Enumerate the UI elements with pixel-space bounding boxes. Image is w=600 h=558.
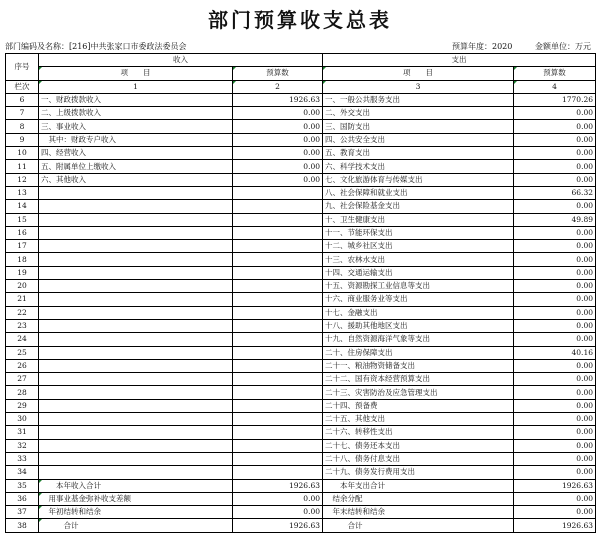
income-value-cell xyxy=(233,439,323,452)
income-item-cell: 六、其他收入 xyxy=(39,173,233,186)
seq-cell: 35 xyxy=(6,479,39,492)
table-row xyxy=(6,386,596,399)
table-row xyxy=(6,452,596,465)
expense-value-cell: 0.00 xyxy=(514,439,596,452)
income-value-cell: 0.00 xyxy=(233,160,323,173)
income-value-cell xyxy=(233,226,323,239)
seq-cell: 38 xyxy=(6,519,39,532)
expense-value-cell: 0.00 xyxy=(514,147,596,160)
income-item-cell xyxy=(39,293,233,306)
income-item-cell xyxy=(39,226,233,239)
seq-cell: 22 xyxy=(6,306,39,319)
expense-value-cell: 0.00 xyxy=(514,373,596,386)
expense-item-cell: 六、科学技术支出 xyxy=(323,160,514,173)
table-row xyxy=(6,306,596,319)
expense-item-cell: 三、国防支出 xyxy=(323,120,514,133)
budget-year-label: 预算年度：2020 xyxy=(452,42,513,51)
income-item-cell xyxy=(39,186,233,199)
income-item-cell xyxy=(39,200,233,213)
income-value-cell xyxy=(233,213,323,226)
seq-cell: 21 xyxy=(6,293,39,306)
seq-cell: 37 xyxy=(6,506,39,519)
income-value-cell xyxy=(233,333,323,346)
expense-item-cell: 本年支出合计 xyxy=(323,479,514,492)
expense-item-cell: 二十六、转移性支出 xyxy=(323,426,514,439)
income-item-cell xyxy=(39,386,233,399)
expense-value-cell: 0.00 xyxy=(514,492,596,505)
expense-value-cell: 66.32 xyxy=(514,186,596,199)
seq-cell: 10 xyxy=(6,147,39,160)
expense-value-cell: 0.00 xyxy=(514,173,596,186)
income-item-cell xyxy=(39,439,233,452)
income-value-cell: 0.00 xyxy=(233,107,323,120)
income-value-cell: 0.00 xyxy=(233,492,323,505)
department-label: 部门编码及名称：[216]中共张家口市委政法委员会 xyxy=(5,42,187,51)
expense-item-cell: 一、一般公共服务支出 xyxy=(323,93,514,106)
table-row xyxy=(6,120,596,133)
income-item-cell xyxy=(39,333,233,346)
seq-cell: 18 xyxy=(6,253,39,266)
expense-value-cell: 0.00 xyxy=(514,253,596,266)
expense-item-cell: 十一、节能环保支出 xyxy=(323,226,514,239)
income-value-cell xyxy=(233,280,323,293)
table-row xyxy=(6,479,596,492)
col-number: 2 xyxy=(233,80,323,93)
expense-item-cell: 二十一、粮油物资储备支出 xyxy=(323,359,514,372)
seq-cell: 27 xyxy=(6,373,39,386)
table-row xyxy=(6,266,596,279)
income-value-cell xyxy=(233,200,323,213)
income-header: 收入 xyxy=(39,54,323,67)
expense-item-cell: 十三、农林水支出 xyxy=(323,253,514,266)
expense-item-cell: 二十九、债务发行费用支出 xyxy=(323,466,514,479)
seq-cell: 8 xyxy=(6,120,39,133)
expense-value-cell: 0.00 xyxy=(514,293,596,306)
seq-cell: 23 xyxy=(6,319,39,332)
table-row xyxy=(6,359,596,372)
table-row xyxy=(6,399,596,412)
table-row xyxy=(6,426,596,439)
table-row xyxy=(6,346,596,359)
income-item-cell: 合计 xyxy=(39,519,233,532)
expense-item-cell: 十六、商业服务业等支出 xyxy=(323,293,514,306)
income-value-cell: 0.00 xyxy=(233,120,323,133)
table-row xyxy=(6,466,596,479)
income-item-cell xyxy=(39,452,233,465)
expense-value-cell: 0.00 xyxy=(514,160,596,173)
table-row xyxy=(6,213,596,226)
table-row xyxy=(6,133,596,146)
income-item-cell: 四、经营收入 xyxy=(39,147,233,160)
expense-value-cell: 0.00 xyxy=(514,452,596,465)
budget-summary-table xyxy=(5,53,596,533)
expense-value-cell: 0.00 xyxy=(514,386,596,399)
income-item-cell xyxy=(39,399,233,412)
col-number: 1 xyxy=(39,80,233,93)
amount-unit-label: 金额单位：万元 xyxy=(535,42,591,51)
seq-cell: 7 xyxy=(6,107,39,120)
expense-item-cell: 十五、资源勘探工业信息等支出 xyxy=(323,280,514,293)
income-value-cell xyxy=(233,346,323,359)
seq-cell: 32 xyxy=(6,439,39,452)
table-row xyxy=(6,293,596,306)
expense-item-cell: 年末结转和结余 xyxy=(323,506,514,519)
income-value-cell xyxy=(233,306,323,319)
table-row xyxy=(6,107,596,120)
seq-cell: 24 xyxy=(6,333,39,346)
income-value-cell xyxy=(233,240,323,253)
table-row xyxy=(6,413,596,426)
income-value-cell xyxy=(233,266,323,279)
expense-value-cell: 0.00 xyxy=(514,319,596,332)
col-number: 4 xyxy=(514,80,596,93)
income-value-cell xyxy=(233,466,323,479)
income-item-cell xyxy=(39,426,233,439)
expense-item-cell: 结余分配 xyxy=(323,492,514,505)
seq-cell: 13 xyxy=(6,186,39,199)
expense-value-cell: 1926.63 xyxy=(514,519,596,532)
expense-value-cell: 0.00 xyxy=(514,120,596,133)
income-item-cell xyxy=(39,373,233,386)
expense-value-cell: 0.00 xyxy=(514,266,596,279)
seq-cell: 15 xyxy=(6,213,39,226)
expense-item-cell: 五、教育支出 xyxy=(323,147,514,160)
table-row xyxy=(6,253,596,266)
seq-cell: 9 xyxy=(6,133,39,146)
income-item-cell xyxy=(39,413,233,426)
expense-value-cell: 0.00 xyxy=(514,413,596,426)
seq-cell: 16 xyxy=(6,226,39,239)
expense-value-cell: 0.00 xyxy=(514,226,596,239)
seq-cell: 33 xyxy=(6,452,39,465)
seq-cell: 36 xyxy=(6,492,39,505)
expense-item-cell: 十七、金融支出 xyxy=(323,306,514,319)
income-value-cell xyxy=(233,186,323,199)
table-row xyxy=(6,333,596,346)
report-meta xyxy=(0,40,600,53)
col-number: 3 xyxy=(323,80,514,93)
income-item-cell xyxy=(39,319,233,332)
income-item-cell: 本年收入合计 xyxy=(39,479,233,492)
table-row xyxy=(6,147,596,160)
expense-item-cell: 十二、城乡社区支出 xyxy=(323,240,514,253)
seq-cell: 28 xyxy=(6,386,39,399)
income-value-cell: 0.00 xyxy=(233,506,323,519)
expense-value-cell: 0.00 xyxy=(514,506,596,519)
income-item-cell xyxy=(39,266,233,279)
seq-cell: 14 xyxy=(6,200,39,213)
income-item-cell xyxy=(39,359,233,372)
expense-header: 支出 xyxy=(323,54,596,67)
expense-item-cell: 二十二、国有资本经营预算支出 xyxy=(323,373,514,386)
table-row xyxy=(6,240,596,253)
seq-cell: 29 xyxy=(6,399,39,412)
col-label: 栏次 xyxy=(6,80,39,93)
table-row xyxy=(6,506,596,519)
table-row xyxy=(6,519,596,532)
expense-item-header: 项 目 xyxy=(323,67,514,80)
income-value-cell: 1926.63 xyxy=(233,479,323,492)
income-value-cell xyxy=(233,413,323,426)
expense-value-cell: 0.00 xyxy=(514,466,596,479)
expense-item-cell: 二、外交支出 xyxy=(323,107,514,120)
income-value-cell xyxy=(233,452,323,465)
expense-item-cell: 十八、援助其他地区支出 xyxy=(323,319,514,332)
table-row xyxy=(6,492,596,505)
income-item-cell: 三、事业收入 xyxy=(39,120,233,133)
expense-item-cell: 二十三、灾害防治及应急管理支出 xyxy=(323,386,514,399)
income-item-cell: 一、财政拨款收入 xyxy=(39,93,233,106)
income-item-cell xyxy=(39,240,233,253)
expense-item-cell: 二十八、债务付息支出 xyxy=(323,452,514,465)
table-row xyxy=(6,160,596,173)
expense-budget-header: 预算数 xyxy=(514,67,596,80)
seq-cell: 11 xyxy=(6,160,39,173)
expense-item-cell: 二十、住房保障支出 xyxy=(323,346,514,359)
expense-item-cell: 二十五、其他支出 xyxy=(323,413,514,426)
expense-value-cell: 0.00 xyxy=(514,280,596,293)
income-item-cell xyxy=(39,280,233,293)
seq-cell: 12 xyxy=(6,173,39,186)
income-value-cell: 1926.63 xyxy=(233,519,323,532)
seq-cell: 34 xyxy=(6,466,39,479)
income-budget-header: 预算数 xyxy=(233,67,323,80)
seq-cell: 25 xyxy=(6,346,39,359)
seq-cell: 17 xyxy=(6,240,39,253)
income-item-cell xyxy=(39,253,233,266)
expense-value-cell: 40.16 xyxy=(514,346,596,359)
expense-item-cell: 八、社会保障和就业支出 xyxy=(323,186,514,199)
income-value-cell xyxy=(233,399,323,412)
expense-value-cell: 0.00 xyxy=(514,133,596,146)
expense-value-cell: 0.00 xyxy=(514,399,596,412)
expense-item-cell: 九、社会保险基金支出 xyxy=(323,200,514,213)
seq-header: 序号 xyxy=(6,54,39,81)
income-value-cell xyxy=(233,359,323,372)
page-title: 部门预算收支总表 xyxy=(208,8,392,32)
table-row xyxy=(6,439,596,452)
expense-value-cell: 0.00 xyxy=(514,200,596,213)
table-row xyxy=(6,186,596,199)
table-row xyxy=(6,173,596,186)
expense-value-cell: 0.00 xyxy=(514,333,596,346)
table-row xyxy=(6,373,596,386)
income-value-cell: 0.00 xyxy=(233,173,323,186)
expense-item-cell: 十、卫生健康支出 xyxy=(323,213,514,226)
expense-item-cell: 十九、自然资源海洋气象等支出 xyxy=(323,333,514,346)
table-row xyxy=(6,93,596,106)
income-item-cell xyxy=(39,306,233,319)
income-item-cell xyxy=(39,213,233,226)
expense-item-cell: 二十七、债务还本支出 xyxy=(323,439,514,452)
seq-cell: 30 xyxy=(6,413,39,426)
income-value-cell xyxy=(233,293,323,306)
table-row xyxy=(6,226,596,239)
income-value-cell xyxy=(233,253,323,266)
income-value-cell: 0.00 xyxy=(233,147,323,160)
expense-value-cell: 0.00 xyxy=(514,306,596,319)
seq-cell: 20 xyxy=(6,280,39,293)
expense-value-cell: 0.00 xyxy=(514,359,596,372)
expense-value-cell: 1770.26 xyxy=(514,93,596,106)
income-value-cell xyxy=(233,319,323,332)
expense-value-cell: 0.00 xyxy=(514,426,596,439)
income-item-cell: 用事业基金弥补收支差额 xyxy=(39,492,233,505)
income-value-cell xyxy=(233,373,323,386)
income-value-cell xyxy=(233,426,323,439)
expense-item-cell: 四、公共安全支出 xyxy=(323,133,514,146)
income-item-cell: 年初结转和结余 xyxy=(39,506,233,519)
income-item-header: 项 目 xyxy=(39,67,233,80)
seq-cell: 19 xyxy=(6,266,39,279)
table-row xyxy=(6,200,596,213)
income-item-cell: 二、上级拨款收入 xyxy=(39,107,233,120)
seq-cell: 26 xyxy=(6,359,39,372)
expense-item-cell: 十四、交通运输支出 xyxy=(323,266,514,279)
expense-item-cell: 合计 xyxy=(323,519,514,532)
seq-cell: 31 xyxy=(6,426,39,439)
income-item-cell xyxy=(39,466,233,479)
income-value-cell: 1926.63 xyxy=(233,93,323,106)
expense-value-cell: 0.00 xyxy=(514,240,596,253)
expense-value-cell: 0.00 xyxy=(514,107,596,120)
expense-item-cell: 七、文化旅游体育与传媒支出 xyxy=(323,173,514,186)
income-value-cell xyxy=(233,386,323,399)
income-item-cell: 其中：财政专户收入 xyxy=(39,133,233,146)
expense-value-cell: 49.89 xyxy=(514,213,596,226)
income-item-cell xyxy=(39,346,233,359)
seq-cell: 6 xyxy=(6,93,39,106)
expense-value-cell: 1926.63 xyxy=(514,479,596,492)
income-item-cell: 五、附属单位上缴收入 xyxy=(39,160,233,173)
income-value-cell: 0.00 xyxy=(233,133,323,146)
table-row xyxy=(6,319,596,332)
table-row xyxy=(6,280,596,293)
expense-item-cell: 二十四、预备费 xyxy=(323,399,514,412)
